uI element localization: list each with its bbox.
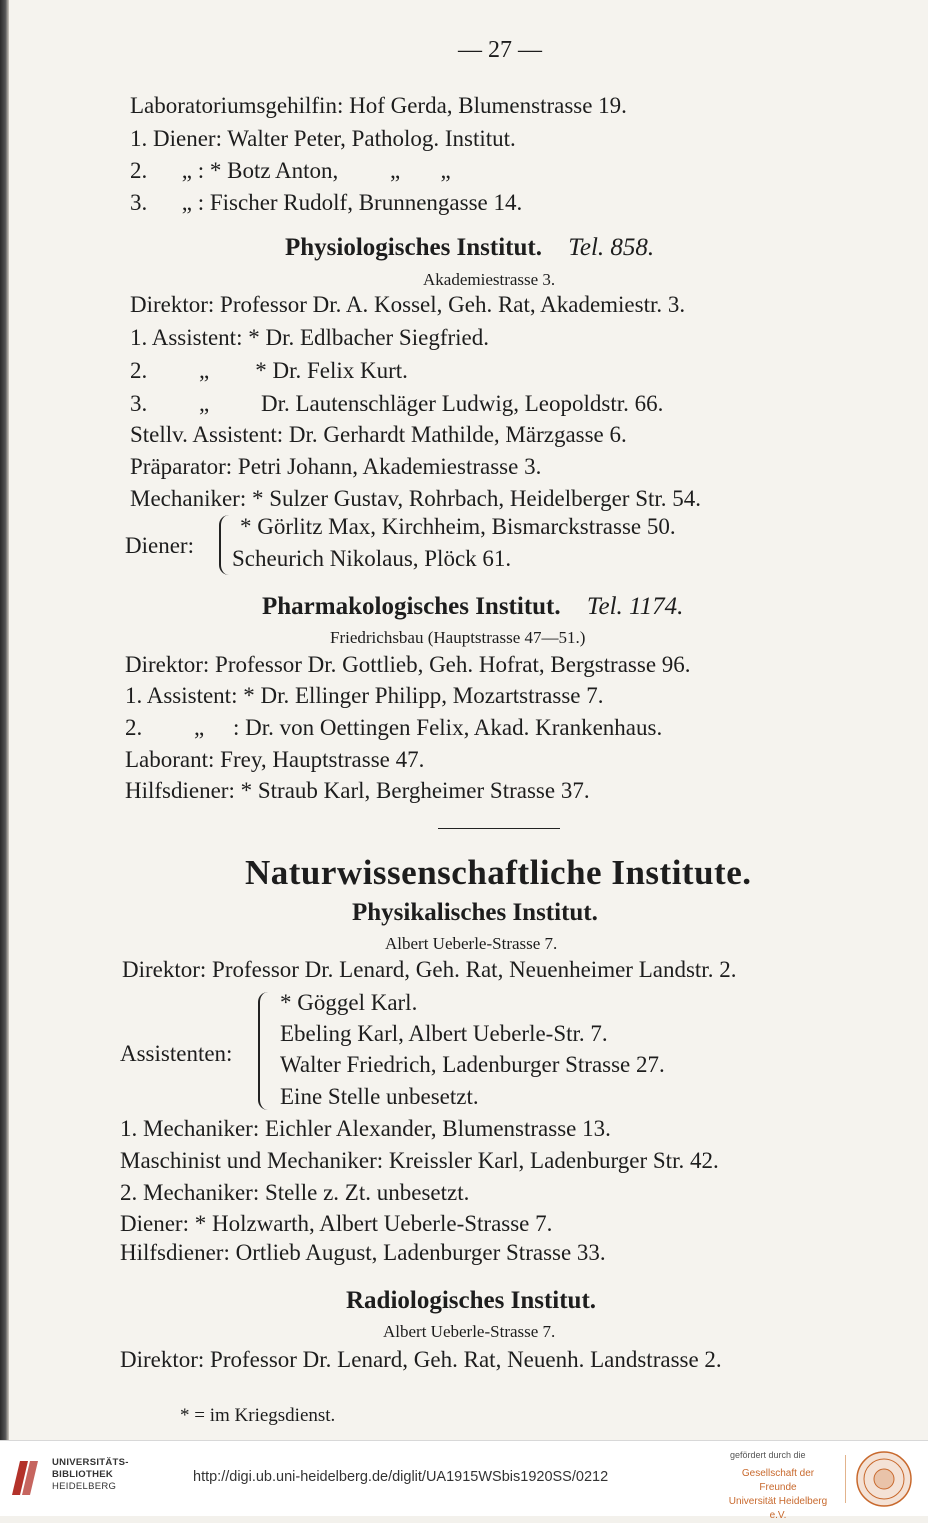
entry-line: Direktor: Professor Dr. Lenard, Geh. Rat, Neuenheimer Landstr. 2. (122, 957, 737, 982)
entry-line: 3. „ Dr. Lautenschläger Ludwig, Leopoldstr. 66. (130, 391, 664, 416)
section-address: Albert Ueberle-Strasse 7. (383, 1322, 556, 1341)
library-name-line: UNIVERSITÄTS- (52, 1457, 129, 1468)
library-name (52, 1457, 129, 1493)
entry-line: 2. „ : Dr. von Oettingen Felix, Akad. Krankenhaus. (125, 715, 663, 740)
entry-line: Präparator: Petri Johann, Akademiestrasse 3. (130, 454, 542, 479)
funded-org-line: Gesellschaft der Freunde (741, 1468, 815, 1493)
library-logo-icon (10, 1459, 42, 1497)
entry-line: * Göggel Karl. (280, 990, 418, 1015)
entry-line: Ebeling Karl, Albert Ueberle-Str. 7. (280, 1021, 608, 1046)
entry-line: * Görlitz Max, Kirchheim, Bismarckstrasse 50. (240, 514, 676, 539)
footer-bar (0, 1440, 928, 1521)
university-seal-icon (855, 1450, 913, 1508)
entry-line: Eine Stelle unbesetzt. (280, 1084, 479, 1109)
entry-line: Laboratoriumsgehilfin: Hof Gerda, Blumenstrasse 19. (130, 93, 627, 118)
entry-line: 3. „ : Fischer Rudolf, Brunnengasse 14. (130, 190, 523, 215)
entry-line: Diener: * Holzwarth, Albert Ueberle-Strasse 7. (120, 1211, 553, 1236)
section-heading: Physikalisches Institut. (352, 899, 598, 926)
footer-divider (845, 1455, 846, 1503)
entry-line: Hilfsdiener: Ortlieb August, Ladenburger Strasse 33. (120, 1240, 606, 1265)
entry-line: 2. „ : * Botz Anton, „ „ (130, 158, 451, 183)
diener-label: Diener: (125, 533, 194, 558)
section-divider (438, 828, 560, 829)
entry-line: 1. Mechaniker: Eichler Alexander, Blumenstrasse 13. (120, 1116, 611, 1141)
section-heading: Radiologisches Institut. (346, 1287, 597, 1314)
entry-line: 1. Diener: Walter Peter, Patholog. Institut. (130, 126, 516, 151)
section-heading (262, 593, 683, 621)
brace (219, 515, 229, 575)
library-name-line: BIBLIOTHEK (52, 1469, 114, 1480)
assistenten-label: Assistenten: (120, 1041, 233, 1066)
entry-line: Direktor: Professor Dr. Gottlieb, Geh. Hofrat, Bergstrasse 96. (125, 652, 691, 677)
heading-title: Pharmakologisches Institut. (262, 593, 561, 620)
funded-org-line: Universität Heidelberg e.V. (728, 1496, 828, 1521)
book-spine-edge (0, 0, 9, 1440)
entry-line: 1. Assistent: * Dr. Ellinger Philipp, Mozartstrasse 7. (125, 683, 604, 708)
heading-tel: Tel. 858. (568, 234, 655, 261)
entry-line: Mechaniker: * Sulzer Gustav, Rohrbach, Heidelberger Str. 54. (130, 486, 702, 511)
section-address: Akademiestrasse 3. (423, 270, 556, 289)
section-heading (285, 234, 654, 262)
entry-line: Direktor: Professor Dr. Lenard, Geh. Rat, Neuenh. Landstrasse 2. (120, 1347, 722, 1372)
source-url-link[interactable]: http://digi.ub.uni-heidelberg.de/diglit/UA1915WSbis1920SS/0212 (193, 1469, 609, 1485)
entry-line: Laborant: Frey, Hauptstrasse 47. (125, 747, 425, 772)
entry-line: 2. „ * Dr. Felix Kurt. (130, 358, 408, 383)
entry-line: Walter Friedrich, Ladenburger Strasse 27. (280, 1052, 665, 1077)
entry-line: Direktor: Professor Dr. A. Kossel, Geh. Rat, Akademiestr. 3. (130, 292, 686, 317)
heading-title: Physiologisches Institut. (285, 234, 542, 261)
funded-label: gefördert durch die (730, 1450, 806, 1460)
page-number: — 27 — (458, 37, 542, 63)
entry-line: Hilfsdiener: * Straub Karl, Bergheimer Strasse 37. (125, 778, 590, 803)
entry-line: 1. Assistent: * Dr. Edlbacher Siegfried. (130, 325, 489, 350)
footnote: * = im Kriegsdienst. (180, 1405, 336, 1426)
entry-line: Stellv. Assistent: Dr. Gerhardt Mathilde, Märzgasse 6. (130, 422, 627, 447)
entry-line: Scheurich Nikolaus, Plöck 61. (232, 546, 512, 571)
section-address: Albert Ueberle-Strasse 7. (385, 934, 558, 953)
brace (258, 992, 270, 1110)
major-heading: Naturwissenschaftliche Institute. (245, 853, 752, 892)
section-address: Friedrichsbau (Hauptstrasse 47—51.) (330, 628, 586, 647)
heading-tel: Tel. 1174. (586, 593, 684, 620)
entry-line: Maschinist und Mechaniker: Kreissler Karl, Ladenburger Str. 42. (120, 1148, 719, 1173)
library-name-line: HEIDELBERG (52, 1481, 117, 1492)
entry-line: 2. Mechaniker: Stelle z. Zt. unbesetzt. (120, 1180, 470, 1205)
